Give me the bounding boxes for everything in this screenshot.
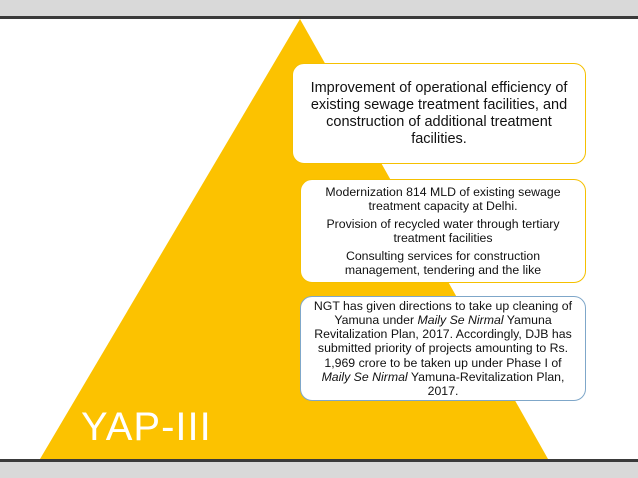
- tier-3-text-1: NGT has given directions to take up cleaning of Yamuna under: [313, 298, 573, 327]
- tier-3-text-2: Yamuna Revitalization Plan, 2017. Accordingly, DJB has submitted priority of projects amounting to Rs. 1,969 crore to be taken up under Phase I of: [314, 313, 572, 370]
- slide: [0, 19, 638, 459]
- tier-3-text-3: Yamuna-Revitalization Plan, 2017.: [407, 369, 565, 399]
- tier-2-line-1: Modernization 814 MLD of existing sewage treatment capacity at Delhi.: [325, 185, 561, 213]
- tier-3-italic-2: Maily Se Nirmal: [321, 369, 408, 384]
- tier-3-paragraph: [309, 299, 577, 398]
- frame-bottom: [0, 462, 638, 478]
- tier-3-box: [300, 296, 586, 401]
- tier-3-italic-1: Maily Se Nirmal: [417, 313, 504, 327]
- pyramid-label: YAP-III: [81, 405, 212, 449]
- tier-1-box: [292, 63, 586, 164]
- tier-2-line-2: Provision of recycled water through tertiary treatment facilities: [326, 217, 560, 245]
- tier-1-text: Improvement of operational efficiency of existing sewage treatment facilities, and construction of additional treatment facilities.: [310, 79, 568, 147]
- tier-2-line-3: Consulting services for construction management, tendering and the like: [344, 249, 542, 277]
- tier-2-box: [300, 179, 586, 283]
